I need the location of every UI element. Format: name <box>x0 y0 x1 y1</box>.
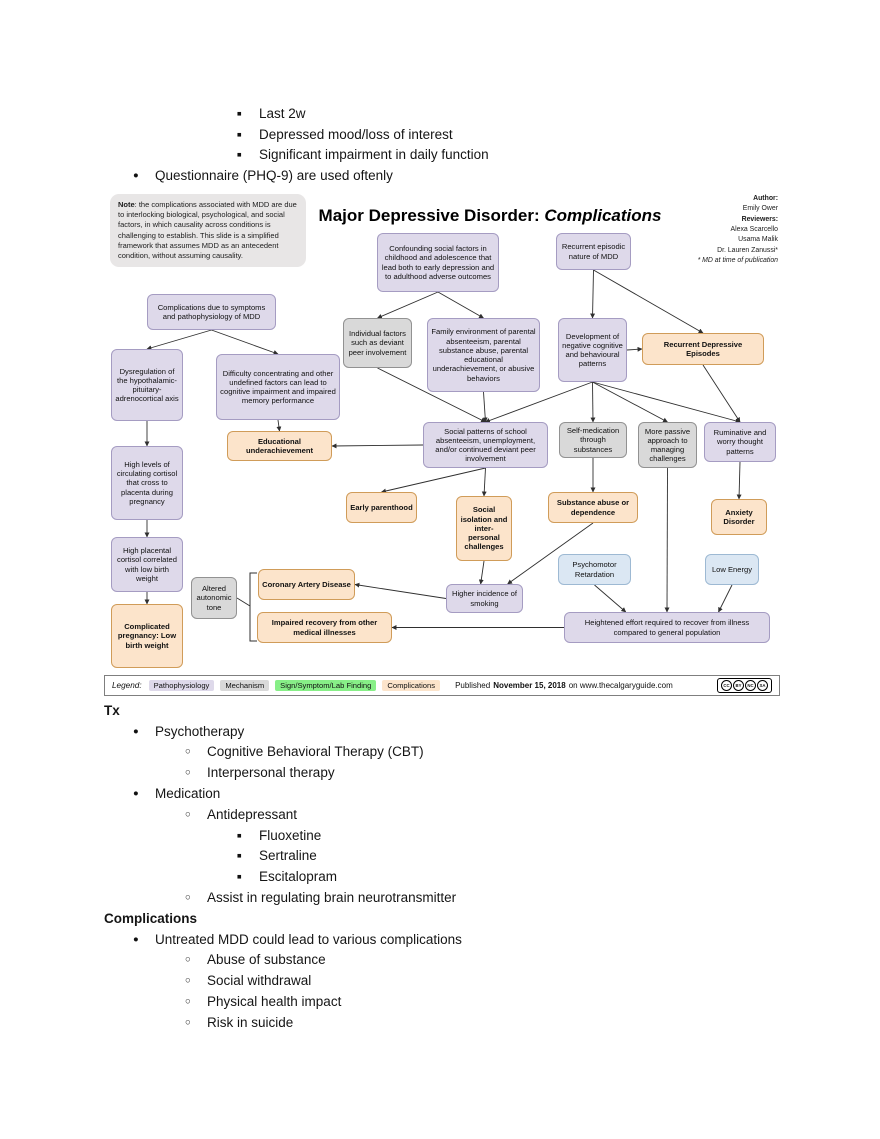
diagram-node-confounding: Confounding social factors in childhood and adolescence that lead both to early depression and to adulthood adverse outcomes <box>377 233 499 292</box>
arrow-negative_patterns-to-recurrent_depressive <box>627 349 642 350</box>
arrow-passive_approach-to-heightened_effort <box>667 468 668 612</box>
note-text: Abuse of substance <box>207 952 326 968</box>
note-list-item <box>104 825 784 846</box>
legend-chip-mechanism: Mechanism <box>220 680 269 691</box>
diagram-node-complications_symptoms: Complications due to symptoms and pathophysiology of MDD <box>147 294 276 330</box>
diagram-node-cortisol_circulating: High levels of circulating cortisol that cross to placenta during pregnancy <box>111 446 183 520</box>
note-list-item <box>104 929 784 950</box>
diagram-node-impaired_recovery: Impaired recovery from other medical illnesses <box>257 612 392 643</box>
note-list-item <box>104 762 784 783</box>
arrow-negative_patterns-to-self_medication <box>593 382 594 422</box>
diagram-node-educational: Educational underachievement <box>227 431 332 461</box>
cc-nc-icon: NC <box>745 680 756 691</box>
note-list-item <box>104 866 784 887</box>
note-text: Sertraline <box>259 848 317 864</box>
cc-license-badge <box>717 678 772 693</box>
arrow-complications_symptoms-to-difficulty_concentrating <box>212 330 279 354</box>
note-list-item <box>104 991 784 1012</box>
bullet-marker: ○ <box>185 996 191 1008</box>
note-heading <box>104 908 784 929</box>
diagram-node-smoking: Higher incidence of smoking <box>446 584 523 613</box>
diagram-title <box>310 206 670 226</box>
arrow-psychomotor-to-heightened_effort <box>595 585 626 612</box>
credits-block <box>648 194 778 267</box>
diagram-node-recurrent_episodic: Recurrent episodic nature of MDD <box>556 233 631 270</box>
note-list-item <box>104 103 784 124</box>
notes-bottom-list <box>104 700 784 1033</box>
note-text: Assist in regulating brain neurotransmitter <box>207 890 457 906</box>
notes-top-list <box>104 103 784 186</box>
note-text: Interpersonal therapy <box>207 765 335 781</box>
diagram-node-difficulty_concentrating: Difficulty concentrating and other undefined factors can lead to cognitive impairment and impaired memory performance <box>216 354 340 420</box>
note-text: Depressed mood/loss of interest <box>259 126 453 142</box>
bullet-marker: ■ <box>237 108 242 118</box>
bullet-marker: ○ <box>185 746 191 758</box>
note-text: Untreated MDD could lead to various complications <box>155 931 462 947</box>
published-prefix: Published <box>455 681 491 690</box>
arrow-complications_symptoms-to-dysregulation <box>147 330 212 349</box>
note-list-item <box>104 1012 784 1033</box>
author-label: Author: <box>753 195 778 202</box>
arrow-ruminative-to-anxiety <box>739 462 740 499</box>
published-date: November 15, 2018 <box>493 681 566 690</box>
note-text: Cognitive Behavioral Therapy (CBT) <box>207 744 424 760</box>
arrow-confounding-to-individual_factors <box>378 292 439 318</box>
diagram-node-social_patterns: Social patterns of school absenteeism, unemployment, and/or continued deviant peer involvement <box>423 422 548 468</box>
cc-by-icon: BY <box>733 680 744 691</box>
note-list-item <box>104 145 784 166</box>
cc-sa-icon: SA <box>757 680 768 691</box>
note-list-item <box>104 165 784 186</box>
diagram-node-low_energy: Low Energy <box>705 554 759 585</box>
diagram-node-altered_autonomic: Altered autonomic tone <box>191 577 237 619</box>
note-text: Fluoxetine <box>259 827 322 843</box>
note-heading <box>104 700 784 721</box>
note-text: Physical health impact <box>207 994 342 1010</box>
arrow-family_env-to-social_patterns <box>484 392 486 422</box>
note-text: Antidepressant <box>207 806 298 822</box>
arrow-social_patterns-to-educational <box>332 445 423 446</box>
arrow-social_patterns-to-social_isolation <box>484 468 486 496</box>
bullet-marker: ○ <box>185 892 191 904</box>
published-suffix: on www.thecalgaryguide.com <box>568 681 673 690</box>
reviewers-label: Reviewers: <box>741 215 778 223</box>
arrow-difficulty_concentrating-to-educational <box>278 420 280 431</box>
note-list-item <box>104 846 784 867</box>
diagram-node-early_parenthood: Early parenthood <box>346 492 417 523</box>
note-text: Tx <box>104 702 120 718</box>
diagram-node-complicated_pregnancy: Complicated pregnancy: Low birth weight <box>111 604 183 668</box>
arrow-confounding-to-family_env <box>438 292 484 318</box>
diagram-node-family_env: Family environment of parental absenteeism, parental substance abuse, parental educational underachievement, or abusive behaviors <box>427 318 540 392</box>
legend-label: Legend: <box>112 681 142 690</box>
note-text: Social withdrawal <box>207 973 312 989</box>
arrow-negative_patterns-to-passive_approach <box>593 382 668 422</box>
legend-bar <box>104 675 780 696</box>
note-list-item <box>104 804 784 825</box>
bullet-marker: ● <box>133 788 139 800</box>
bullet-marker: ○ <box>185 1016 191 1028</box>
mdd-complications-diagram <box>104 190 780 697</box>
diagram-title-main: Major Depressive Disorder: <box>318 206 545 225</box>
arrow-smoking-to-coronary <box>355 585 446 599</box>
diagram-node-substance_abuse: Substance abuse or dependence <box>548 492 638 523</box>
bracket <box>250 573 257 641</box>
note-list-item <box>104 721 784 742</box>
author-name: Emily Ower <box>742 205 778 213</box>
bullet-marker: ■ <box>237 150 242 160</box>
bullet-marker: ○ <box>185 808 191 820</box>
bullet-marker: ○ <box>185 975 191 987</box>
note-list-item <box>104 887 784 908</box>
bullet-marker: ● <box>133 933 139 945</box>
note-list-item <box>104 124 784 145</box>
note-text: Questionnaire (PHQ-9) are used oftenly <box>155 168 393 184</box>
note-list-item <box>104 950 784 971</box>
reviewer-name: Alexa Scarcello <box>730 226 778 234</box>
note-list-item <box>104 783 784 804</box>
legend-chips <box>149 680 440 691</box>
diagram-node-recurrent_depressive: Recurrent Depressive Episodes <box>642 333 764 365</box>
reviewer-name: Dr. Lauren Zanussi* <box>717 246 778 254</box>
diagram-node-individual_factors: Individual factors such as deviant peer involvement <box>343 318 412 368</box>
bullet-marker: ■ <box>237 830 242 840</box>
diagram-node-psychomotor: Psychomotor Retardation <box>558 554 631 585</box>
note-box <box>110 194 306 267</box>
diagram-node-anxiety: Anxiety Disorder <box>711 499 767 535</box>
bracket-connector <box>237 598 250 606</box>
note-list-item <box>104 742 784 763</box>
note-text: Escitalopram <box>259 869 338 885</box>
note-text: Psychotherapy <box>155 723 245 739</box>
bullet-marker: ■ <box>237 872 242 882</box>
note-list-item <box>104 970 784 991</box>
published-text <box>455 681 673 690</box>
note-label: Note <box>118 200 135 209</box>
diagram-node-coronary: Coronary Artery Disease <box>258 569 355 600</box>
legend-chip-legend_sign: Sign/Symptom/Lab Finding <box>275 680 376 691</box>
cc-cc-icon: CC <box>721 680 732 691</box>
diagram-node-negative_patterns: Development of negative cognitive and behavioural patterns <box>558 318 627 382</box>
arrow-social_isolation-to-smoking <box>481 561 484 584</box>
bullet-marker: ● <box>133 725 139 737</box>
bullet-marker: ■ <box>237 851 242 861</box>
diagram-title-emph: Complications <box>544 206 662 225</box>
legend-chip-pathophysiology: Pathophysiology <box>149 680 215 691</box>
diagram-node-placental_cortisol: High placental cortisol correlated with low birth weight <box>111 537 183 592</box>
diagram-node-self_medication: Self-medication through substances <box>559 422 627 458</box>
bullet-marker: ○ <box>185 767 191 779</box>
diagram-node-ruminative: Ruminative and worry thought patterns <box>704 422 776 462</box>
arrow-low_energy-to-heightened_effort <box>719 585 733 612</box>
arrow-social_patterns-to-early_parenthood <box>382 468 486 492</box>
note-text: Significant impairment in daily function <box>259 147 489 163</box>
note-body: : the complications associated with MDD are due to interlocking biological, psychological, and social factors, in which causality across conditions is challenging to establish. This slide is a simplified framework that assumes MDD as an antecedent condition, without assuming causality. <box>118 200 297 260</box>
note-text: Medication <box>155 786 221 802</box>
legend-chip-complication: Complications <box>382 680 440 691</box>
diagram-node-dysregulation: Dysregulation of the hypothalamic-pituitary-adrenocortical axis <box>111 349 183 421</box>
bullet-marker: ■ <box>237 129 242 139</box>
bullet-marker: ● <box>133 170 139 182</box>
note-text: Last 2w <box>259 105 306 121</box>
diagram-node-heightened_effort: Heightened effort required to recover from illness compared to general population <box>564 612 770 643</box>
diagram-node-passive_approach: More passive approach to managing challenges <box>638 422 697 468</box>
note-text: Risk in suicide <box>207 1014 294 1030</box>
bullet-marker: ○ <box>185 954 191 966</box>
credits-footnote: * MD at time of publication <box>697 257 778 265</box>
reviewer-name: Usama Malik <box>738 236 778 244</box>
arrow-recurrent_episodic-to-negative_patterns <box>593 270 594 318</box>
diagram-node-social_isolation: Social isolation and inter-personal challenges <box>456 496 512 561</box>
note-text: Complications <box>104 910 198 926</box>
